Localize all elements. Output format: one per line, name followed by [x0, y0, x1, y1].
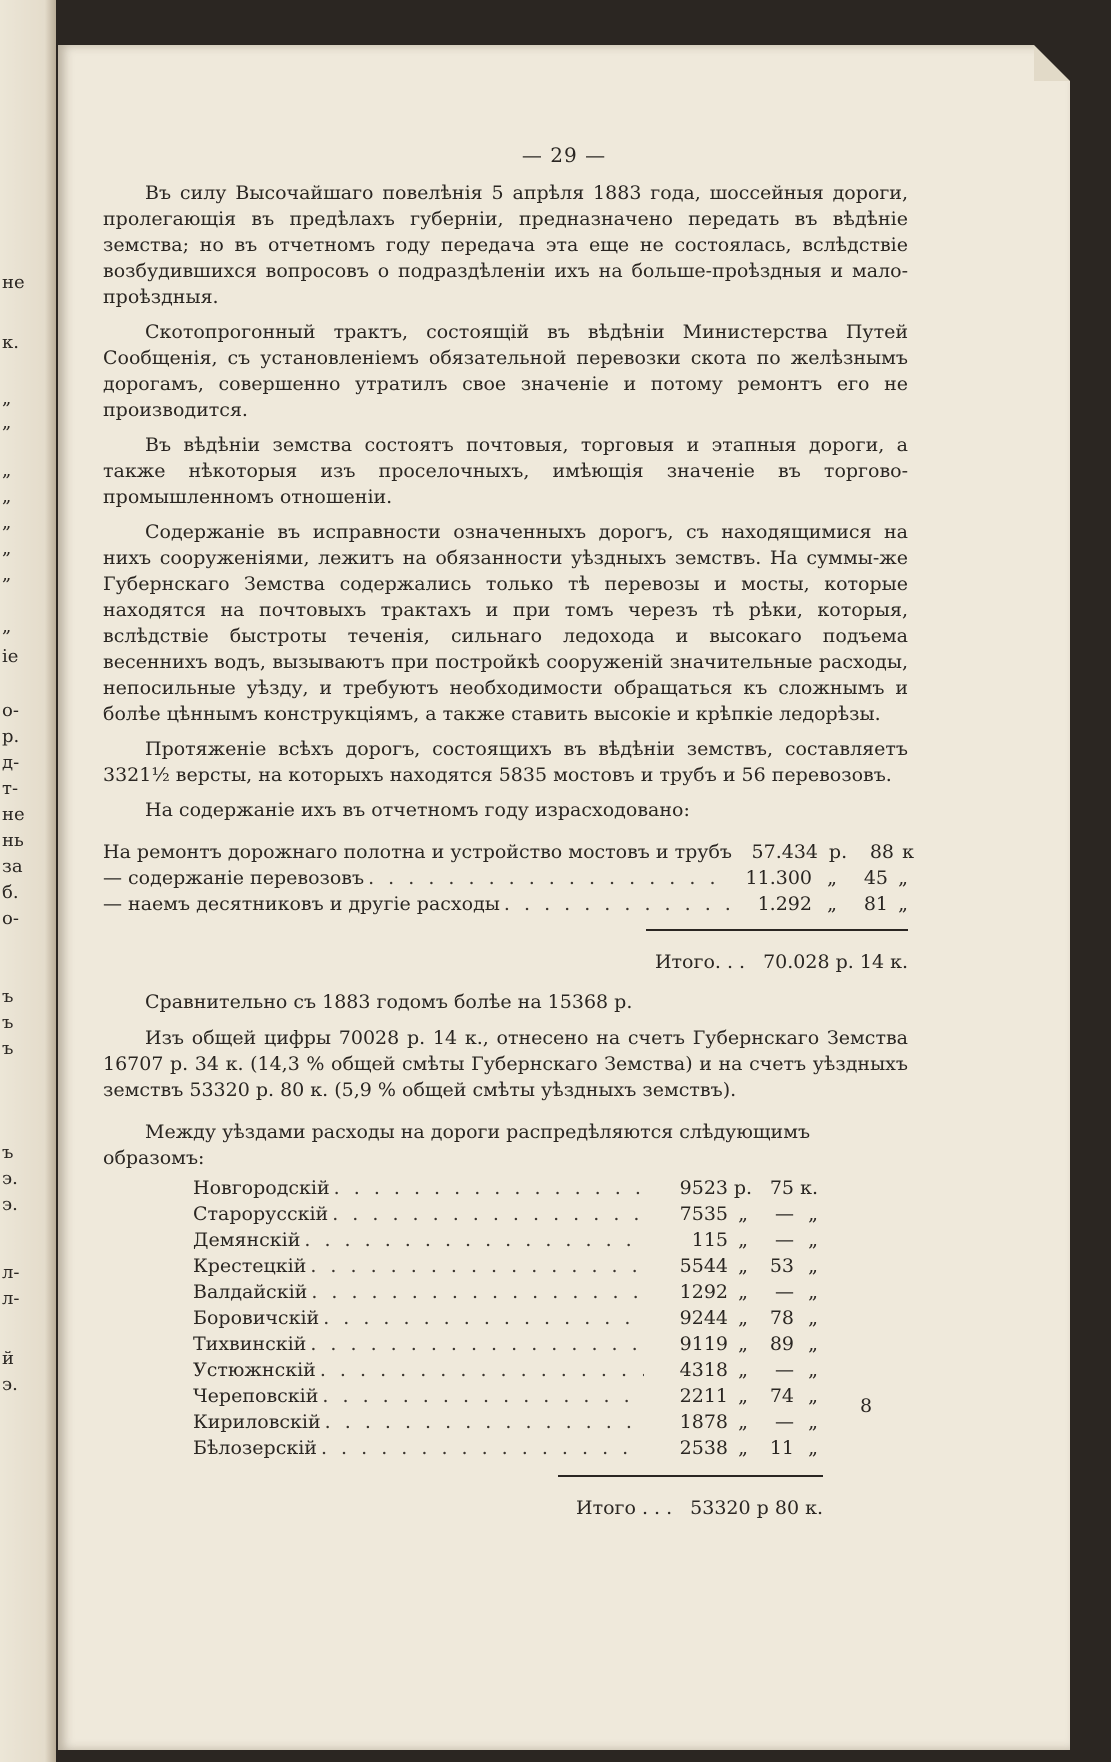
total-amount: 70.028 р. 14 к.: [763, 951, 908, 973]
district-amount: 2211: [679, 1385, 728, 1407]
paragraph: Въ силу Высочайшаго повелѣнія 5 апрѣля 1883 года, шоссейныя дороги, пролегающія въ предѣлахъ губерніи, предназначено передать въ вѣдѣніе земства; но въ отчетномъ году передача эта еще не состоялась, вслѣдствіе возбудившихся вопросовъ о подраздѣленіи ихъ на больше-проѣздныя и мало-проѣздныя.: [103, 182, 908, 308]
district-kopeck-unit: „: [808, 1333, 818, 1355]
leader-dots: [322, 1383, 644, 1409]
left-page-fragment: ъ: [2, 1012, 14, 1033]
expense-amount: 11.300: [745, 867, 812, 889]
district-row: [193, 1305, 818, 1331]
expense-row: [103, 839, 915, 865]
left-page-fragment: „: [2, 564, 12, 585]
sum-rule: [558, 1475, 823, 1477]
district-amount: 1292: [679, 1281, 728, 1303]
paragraph: Скотопрогонный трактъ, состоящій въ вѣдѣніи Министерства Путей Сообщенія, съ установленіемъ обязательной перевозки скота по желѣзнымъ дорогамъ, совершенно утратилъ свое значеніе и потому ремонтъ его не производится.: [103, 321, 908, 421]
district-name: Боровичскій: [193, 1307, 320, 1329]
leader-dots: [325, 1409, 644, 1435]
left-page-fragment: „: [2, 512, 12, 533]
district-row: [193, 1227, 818, 1253]
district-kopeck-unit: „: [808, 1281, 818, 1303]
left-page-fragment: й: [2, 1348, 14, 1369]
expense-kopeck-unit: „: [898, 893, 908, 915]
left-page-fragment: нь: [2, 830, 24, 851]
expenses-table: [103, 839, 915, 975]
district-kopecks: 89: [769, 1333, 794, 1355]
left-page-fragment: ъ: [2, 1142, 14, 1163]
left-page-fragment: іе: [2, 646, 19, 667]
district-kopeck-unit: „: [808, 1307, 818, 1329]
district-kopecks: —: [775, 1203, 794, 1225]
left-page-fragment: б.: [2, 882, 19, 903]
district-name: Старорусскій: [193, 1203, 329, 1225]
district-kopecks: —: [775, 1411, 794, 1433]
district-unit: „: [738, 1359, 748, 1381]
total-amount: 53320 р 80 к.: [690, 1497, 823, 1519]
district-amount: 5544: [679, 1255, 728, 1277]
district-amount: 4318: [679, 1359, 728, 1381]
district-row: [193, 1357, 818, 1383]
left-page-fragment: л-: [2, 1288, 20, 1309]
left-page-fragment: „: [2, 460, 12, 481]
district-amount: 9244: [679, 1307, 728, 1329]
left-page-fragment: „: [2, 412, 12, 433]
district-amount: 115: [691, 1229, 728, 1251]
district-name: Крестецкій: [193, 1255, 307, 1277]
district-intro: Между уѣздами расходы на дороги распредѣляются слѣдующимъ образомъ:: [103, 1121, 811, 1169]
district-row: [193, 1435, 818, 1461]
district-name: Устюжнскій: [193, 1359, 316, 1381]
district-row: [193, 1201, 818, 1227]
expense-label: — наемъ десятниковъ и другіе расходы: [103, 893, 500, 915]
district-amount: 9523: [679, 1177, 728, 1199]
district-name: Бѣлозерскій: [193, 1437, 317, 1459]
district-amount: 7535: [679, 1203, 728, 1225]
district-row: [193, 1175, 818, 1201]
sum-rule: [646, 929, 908, 931]
district-unit: „: [738, 1385, 748, 1407]
district-table: [193, 1175, 818, 1461]
district-name: Валдайскій: [193, 1281, 308, 1303]
district-unit: „: [738, 1281, 748, 1303]
district-unit: „: [738, 1203, 748, 1225]
district-kopeck-unit: „: [808, 1437, 818, 1459]
signature-mark: 8: [860, 1395, 873, 1417]
left-page-fragment: л-: [2, 1262, 20, 1283]
page-number: — 29 —: [521, 143, 607, 167]
district-kopeck-unit: к.: [800, 1177, 818, 1199]
left-page-fragment: „: [2, 616, 12, 637]
district-row: [193, 1253, 818, 1279]
left-page-fragment: д-: [2, 752, 20, 773]
left-page-fragment: не: [2, 804, 25, 825]
left-page-fragment: о-: [2, 700, 19, 721]
expense-row: [103, 891, 908, 917]
document-page: [58, 45, 1070, 1750]
left-page-fragment: не: [2, 272, 25, 293]
district-name: Череповскій: [193, 1385, 319, 1407]
leader-dots: [310, 1253, 644, 1279]
district-row: [193, 1409, 818, 1435]
district-kopeck-unit: „: [808, 1255, 818, 1277]
expense-unit: „: [827, 893, 837, 915]
district-name: Демянскій: [193, 1229, 301, 1251]
left-page-fragment: р.: [2, 726, 20, 747]
district-name: Кириловскій: [193, 1411, 321, 1433]
left-page-fragment: „: [2, 388, 12, 409]
district-amount: 9119: [679, 1333, 728, 1355]
leader-dots: [504, 891, 730, 917]
expenses-intro: На содержаніе ихъ въ отчетномъ году израсходовано:: [145, 799, 690, 821]
district-unit: „: [738, 1333, 748, 1355]
expense-label: — содержаніе перевозовъ: [103, 867, 365, 889]
district-kopeck-unit: „: [808, 1411, 818, 1433]
district-kopeck-unit: „: [808, 1385, 818, 1407]
leader-dots: [311, 1279, 644, 1305]
district-kopecks: —: [775, 1281, 794, 1303]
left-page-fragment: э.: [2, 1168, 18, 1189]
expense-amount: 57.434: [751, 841, 819, 863]
leader-dots: [304, 1227, 644, 1253]
expense-kopecks: 45: [863, 867, 888, 889]
expense-amount: 1.292: [757, 893, 812, 915]
expense-kopeck-unit: „: [898, 867, 908, 889]
leader-dots: [321, 1435, 644, 1461]
left-page-fragment: ъ: [2, 986, 14, 1007]
expense-kopecks: 81: [863, 893, 888, 915]
leader-dots: [332, 1201, 644, 1227]
total-label: Итого. . .: [654, 951, 746, 973]
district-amount: 1878: [679, 1411, 728, 1433]
expense-label: На ремонтъ дорожнаго полотна и устройство мостовъ и трубъ: [103, 841, 733, 863]
district-kopecks: —: [775, 1229, 794, 1251]
district-kopecks: 78: [769, 1307, 794, 1329]
district-kopecks: 11: [769, 1437, 794, 1459]
left-page-fragment: „: [2, 538, 12, 559]
district-kopeck-unit: „: [808, 1229, 818, 1251]
districts-total-row: [103, 1495, 823, 1521]
expense-unit: р.: [828, 841, 848, 863]
expense-kopecks: 88: [869, 841, 895, 863]
comparison-note: Сравнительно съ 1883 годомъ болѣе на 15368 р.: [145, 991, 633, 1013]
district-amount: 2538: [679, 1437, 728, 1459]
page-body: [103, 180, 915, 1521]
district-row: [193, 1383, 818, 1409]
district-kopecks: —: [775, 1359, 794, 1381]
district-unit: „: [738, 1255, 748, 1277]
left-page-fragment: „: [2, 486, 12, 507]
paragraph: Въ вѣдѣніи земства состоятъ почтовыя, торговыя и этапныя дороги, а также нѣкоторыя изъ проселочныхъ, имѣющія значеніе въ торгово-промышленномъ отношеніи.: [103, 434, 908, 508]
expenses-total-row: [103, 949, 908, 975]
leader-dots: [368, 865, 730, 891]
paragraph: Протяженіе всѣхъ дорогъ, состоящихъ въ вѣдѣніи земствъ, составляетъ 3321½ версты, на которыхъ находятся 5835 мостовъ и трубъ и 56 перевозовъ.: [103, 738, 908, 786]
left-page-fragment: о-: [2, 908, 19, 929]
district-kopecks: 53: [769, 1255, 794, 1277]
total-label: Итого . . .: [576, 1497, 673, 1519]
left-page-edge: [0, 0, 56, 1762]
district-kopecks: 75: [769, 1177, 794, 1199]
district-unit: „: [738, 1229, 748, 1251]
page-corner-fold: [1034, 45, 1070, 81]
district-kopeck-unit: „: [808, 1359, 818, 1381]
district-row: [193, 1331, 818, 1357]
district-unit: „: [738, 1307, 748, 1329]
expense-kopeck-unit: к: [902, 841, 915, 863]
district-unit: „: [738, 1437, 748, 1459]
district-unit: „: [738, 1411, 748, 1433]
left-page-fragment: т-: [2, 778, 19, 799]
district-unit: р.: [733, 1177, 753, 1199]
expense-row: [103, 865, 908, 891]
left-page-fragment: э.: [2, 1374, 18, 1395]
district-name: Новгородскій: [193, 1177, 330, 1199]
district-row: [193, 1279, 818, 1305]
left-page-fragment: э.: [2, 1194, 18, 1215]
allocation-paragraph: Изъ общей цифры 70028 р. 14 к., отнесено на счетъ Губернскаго Земства 16707 р. 34 к. (14,3 % общей смѣты Губернскаго Земства) и на счетъ уѣздныхъ земствъ 53320 р. 80 к. (5,9 % общей смѣты уѣздныхъ земствъ).: [103, 1027, 908, 1101]
left-page-fragment: за: [2, 856, 23, 877]
left-page-fragment: ъ: [2, 1038, 14, 1059]
left-page-fragment: к.: [2, 332, 19, 353]
leader-dots: [320, 1357, 644, 1383]
district-kopecks: 74: [769, 1385, 794, 1407]
district-kopeck-unit: „: [808, 1203, 818, 1225]
paragraph: Содержаніе въ исправности означенныхъ дорогъ, съ находящимися на нихъ сооруженіями, лежитъ на обязанности уѣздныхъ земствъ. На суммы-же Губернскаго Земства содержались только тѣ перевозы и мосты, которые находятся на почтовыхъ трактахъ и при томъ черезъ тѣ рѣки, которыя, вслѣдствіе быстроты теченія, сильнаго ледохода и высокаго подъема весеннихъ водъ, вызываютъ при постройкѣ сооруженій значительные расходы, непосильные уѣзду, и требуютъ необходимости обращаться къ сложнымъ и болѣе цѣннымъ конструкціямъ, а также ставить высокіе и крѣпкіе ледорѣзы.: [103, 521, 908, 725]
district-name: Тихвинскій: [193, 1333, 307, 1355]
leader-dots: [310, 1331, 644, 1357]
leader-dots: [323, 1305, 644, 1331]
leader-dots: [334, 1175, 644, 1201]
expense-unit: „: [827, 867, 837, 889]
